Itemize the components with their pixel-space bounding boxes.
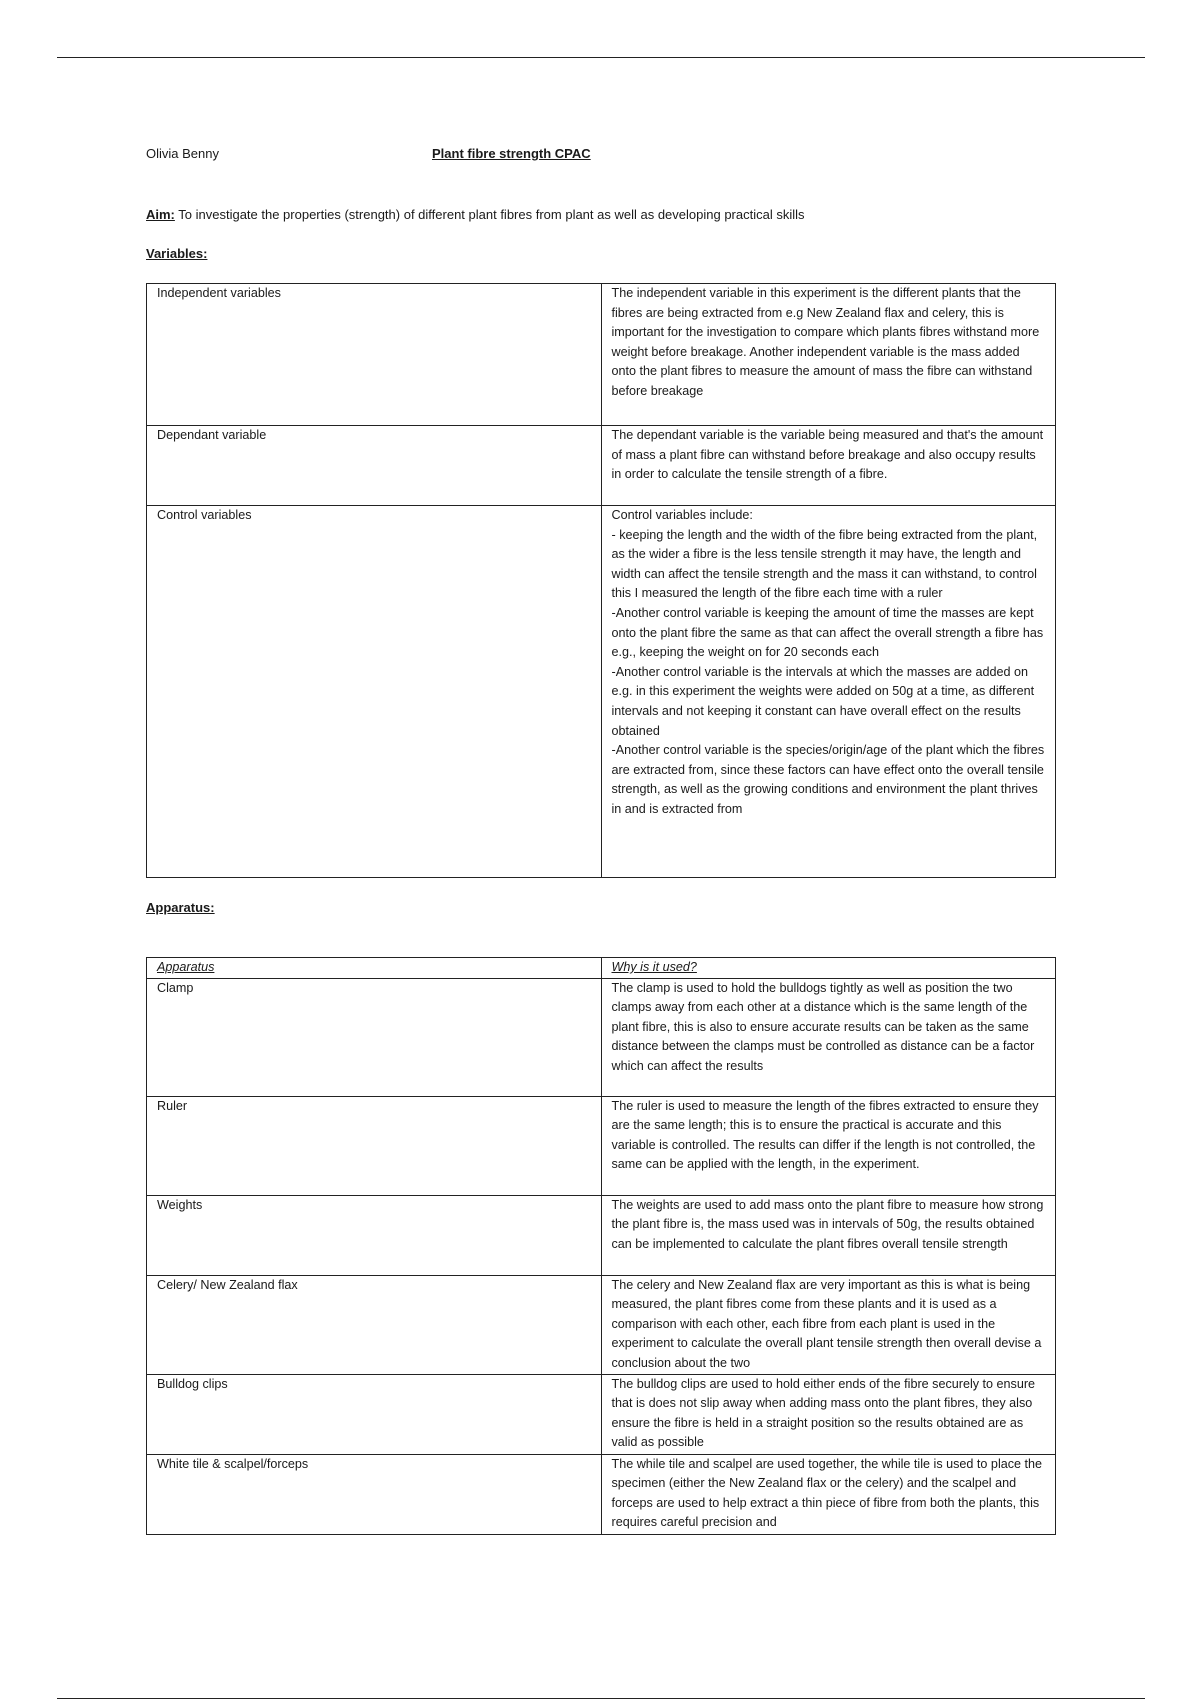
variable-description: The dependant variable is the variable being measured and that's the amount of mass a plant fibre can withstand before breakage and also occupy results in order to calculate the tensile strength of a fibre.	[601, 426, 1056, 506]
author-name: Olivia Benny	[146, 146, 219, 161]
variables-table	[146, 283, 1056, 878]
page-bottom-rule	[57, 1698, 1145, 1699]
variable-description: The independent variable in this experiment is the different plants that the fibres are being extracted from e.g New Zealand flax and celery, this is important for the investigation to compare which plants fibres withstand more weight before breakage. Another independent variable is the mass added onto the plant fibres to measure the amount of mass the fibre can withstand before breakage	[601, 284, 1056, 426]
table-row	[147, 1275, 1056, 1374]
apparatus-name: Ruler	[147, 1096, 602, 1195]
variable-name: Control variables	[147, 506, 602, 878]
variable-name: Independent variables	[147, 284, 602, 426]
table-row	[147, 978, 1056, 1096]
apparatus-name: Weights	[147, 1195, 602, 1275]
apparatus-table	[146, 957, 1056, 1535]
apparatus-description: The clamp is used to hold the bulldogs tightly as well as position the two clamps away from each other at a distance which is the same length of the plant fibre, this is also to ensure accurate results can be taken as the same distance between the clamps must be controlled as distance can be a factor which can affect the results	[601, 978, 1056, 1096]
apparatus-description: The celery and New Zealand flax are very important as this is what is being measured, the plant fibres come from these plants and it is used as a comparison with each other, each fibre from each plant is used in the experiment to calculate the overall plant tensile strength then overall devise a conclusion about the two	[601, 1275, 1056, 1374]
page-top-rule	[57, 57, 1145, 58]
column-header-why-used: Why is it used?	[601, 958, 1056, 979]
apparatus-name: White tile & scalpel/forceps	[147, 1454, 602, 1534]
table-row	[147, 1195, 1056, 1275]
variable-name: Dependant variable	[147, 426, 602, 506]
aim-label: Aim:	[146, 207, 175, 222]
table-header-row	[147, 958, 1056, 979]
apparatus-description: The bulldog clips are used to hold either ends of the fibre securely to ensure that is does not slip away when adding mass onto the plant fibres, they also ensure the fibre is held in a straight position so the results obtained are as valid as possible	[601, 1374, 1056, 1454]
variables-heading: Variables:	[146, 246, 208, 261]
table-row	[147, 1096, 1056, 1195]
apparatus-description: The ruler is used to measure the length of the fibres extracted to ensure they are the same length; this is to ensure the practical is accurate and this variable is controlled. The results can differ if the length is not controlled, the same can be applied with the length, in the experiment.	[601, 1096, 1056, 1195]
column-header-apparatus: Apparatus	[147, 958, 602, 979]
apparatus-description: The weights are used to add mass onto the plant fibre to measure how strong the plant fibre is, the mass used was in intervals of 50g, the results obtained can be implemented to calculate the plant fibres overall tensile strength	[601, 1195, 1056, 1275]
apparatus-name: Celery/ New Zealand flax	[147, 1275, 602, 1374]
apparatus-name: Clamp	[147, 978, 602, 1096]
apparatus-description: The while tile and scalpel are used together, the while tile is used to place the specimen (either the New Zealand flax or the celery) and the scalpel and forceps are used to help extract a thin piece of fibre from both the plants, this requires careful precision and	[601, 1454, 1056, 1534]
table-row	[147, 1374, 1056, 1454]
aim-paragraph	[146, 207, 1056, 222]
apparatus-heading: Apparatus:	[146, 900, 215, 915]
aim-text: To investigate the properties (strength) of different plant fibres from plant as well as developing practical skills	[174, 207, 805, 222]
apparatus-name: Bulldog clips	[147, 1374, 602, 1454]
table-row	[147, 1454, 1056, 1534]
document-title: Plant fibre strength CPAC	[432, 146, 591, 161]
table-row	[147, 506, 1056, 878]
table-row	[147, 284, 1056, 426]
variable-description: Control variables include: - keeping the length and the width of the fibre being extracted from the plant, as the wider a fibre is the less tensile strength it may have, the length and width can affect the tensile strength and the mass it can withstand, to control this I measured the length of the fibre each time with a ruler -Another control variable is keeping the amount of time the masses are kept onto the plant fibre the same as that can affect the overall strength a fibre has e.g., keeping the weight on for 20 seconds each -Another control variable is the intervals at which the masses are added on e.g. in this experiment the weights were added on 50g at a time, as different intervals and not keeping it constant can have overall effect on the results obtained -Another control variable is the species/origin/age of the plant which the fibres are extracted from, since these factors can have effect onto the overall tensile strength, as well as the growing conditions and environment the plant thrives in and is extracted from	[601, 506, 1056, 878]
table-row	[147, 426, 1056, 506]
